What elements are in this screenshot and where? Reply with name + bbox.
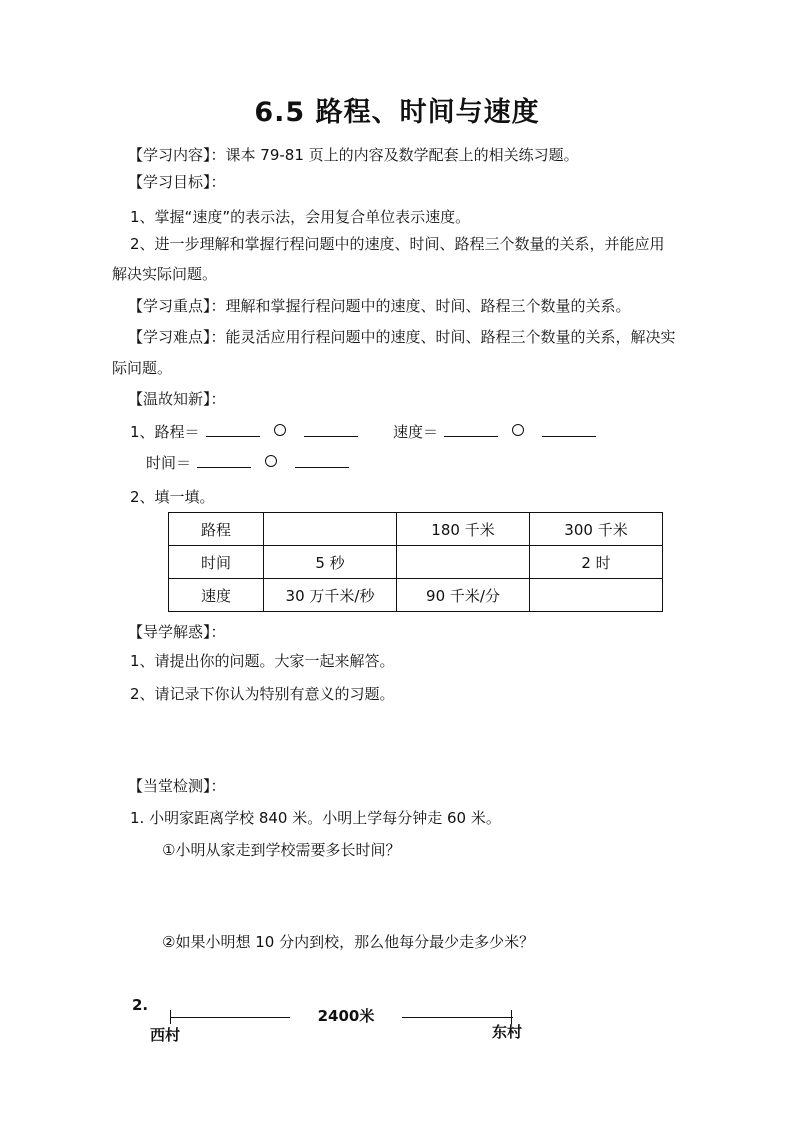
- operator-circle-icon: [512, 424, 524, 436]
- goals-label: 【学习目标】: [128, 173, 211, 191]
- difficulty-label: 【学习难点】: [128, 328, 211, 346]
- check-q1-part-a: ①小明从家走到学校需要多长时间？: [162, 841, 401, 859]
- review-label: 【温故知新】: [128, 390, 211, 408]
- row-header: 速度: [169, 579, 264, 612]
- review-q1-distance: [130, 422, 364, 442]
- east-village-label: 东村: [492, 1023, 523, 1041]
- goal-item-1: 1、掌握“速度”的表示法，会用复合单位表示速度。: [130, 208, 471, 226]
- answer-blank[interactable]: [542, 422, 596, 437]
- row-header: 时间: [169, 546, 264, 579]
- check-colon: ：: [210, 777, 226, 795]
- goals-heading: [128, 172, 226, 192]
- table-cell: 180 千米: [397, 513, 530, 546]
- operator-circle-icon: [274, 424, 286, 436]
- check-heading: [128, 776, 226, 796]
- table-row: [169, 513, 663, 546]
- table-cell: 2 时: [530, 546, 663, 579]
- speed-formula-label: 速度＝: [393, 423, 439, 441]
- row-header: 路程: [169, 513, 264, 546]
- content-text: ：课本 79-81 页上的内容及数学配套上的相关练习题。: [210, 146, 579, 164]
- review-colon: ：: [210, 390, 226, 408]
- key-points-section: [128, 296, 631, 316]
- review-q2: 2、填一填。: [130, 488, 215, 506]
- goals-colon: ：: [210, 173, 226, 191]
- guide-heading: [128, 622, 226, 642]
- answer-blank[interactable]: [444, 422, 498, 437]
- review-heading: [128, 389, 226, 409]
- fill-in-table: [168, 512, 663, 612]
- table-cell[interactable]: [397, 546, 530, 579]
- content-section: [128, 145, 579, 165]
- table-row: [169, 579, 663, 612]
- answer-blank[interactable]: [304, 422, 358, 437]
- time-formula-label: 时间＝: [146, 454, 192, 472]
- answer-blank[interactable]: [197, 453, 251, 468]
- operator-circle-icon: [265, 455, 277, 467]
- check-label: 【当堂检测】: [128, 777, 211, 795]
- table-cell: 90 千米/分: [397, 579, 530, 612]
- review-q1-speed: [393, 422, 602, 442]
- guide-label: 【导学解惑】: [128, 623, 211, 641]
- table-cell[interactable]: [264, 513, 397, 546]
- check-q1: 1. 小明家距离学校 840 米。小明上学每分钟走 60 米。: [130, 809, 501, 827]
- answer-blank[interactable]: [206, 422, 260, 437]
- table-row: [169, 546, 663, 579]
- guide-item-1: 1、请提出你的问题。大家一起来解答。: [130, 652, 395, 670]
- distance-formula-label: 1、路程＝: [130, 423, 200, 441]
- goal-item-2-line2: 解决实际问题。: [112, 265, 218, 283]
- key-points-text: ：理解和掌握行程问题中的速度、时间、路程三个数量的关系。: [210, 297, 631, 315]
- review-q1-time: [146, 453, 355, 473]
- table-cell[interactable]: [530, 579, 663, 612]
- table-cell: 5 秒: [264, 546, 397, 579]
- check-q1-part-b: ②如果小明想 10 分内到校，那么他每分最少走多少米？: [162, 933, 535, 951]
- difficulty-text-line2: 际问题。: [112, 359, 173, 377]
- key-points-label: 【学习重点】: [128, 297, 211, 315]
- guide-item-2: 2、请记录下你认为特别有意义的习题。: [130, 685, 395, 703]
- distance-start-tick: [170, 1010, 171, 1024]
- answer-blank[interactable]: [295, 453, 349, 468]
- table-cell: 30 万千米/秒: [264, 579, 397, 612]
- west-village-label: 西村: [150, 1026, 181, 1044]
- difficulty-section: [128, 327, 676, 347]
- table-cell: 300 千米: [530, 513, 663, 546]
- guide-colon: ：: [210, 623, 226, 641]
- difficulty-text-line1: ：能灵活应用行程问题中的速度、时间、路程三个数量的关系，解决实: [210, 328, 676, 346]
- goal-item-2-line1: 2、进一步理解和掌握行程问题中的速度、时间、路程三个数量的关系，并能应用: [130, 235, 665, 253]
- content-label: 【学习内容】: [128, 146, 211, 164]
- page-title: 6.5 路程、时间与速度: [254, 97, 540, 128]
- distance-label: 2400米: [290, 1006, 402, 1026]
- check-q2: 2.: [132, 996, 149, 1014]
